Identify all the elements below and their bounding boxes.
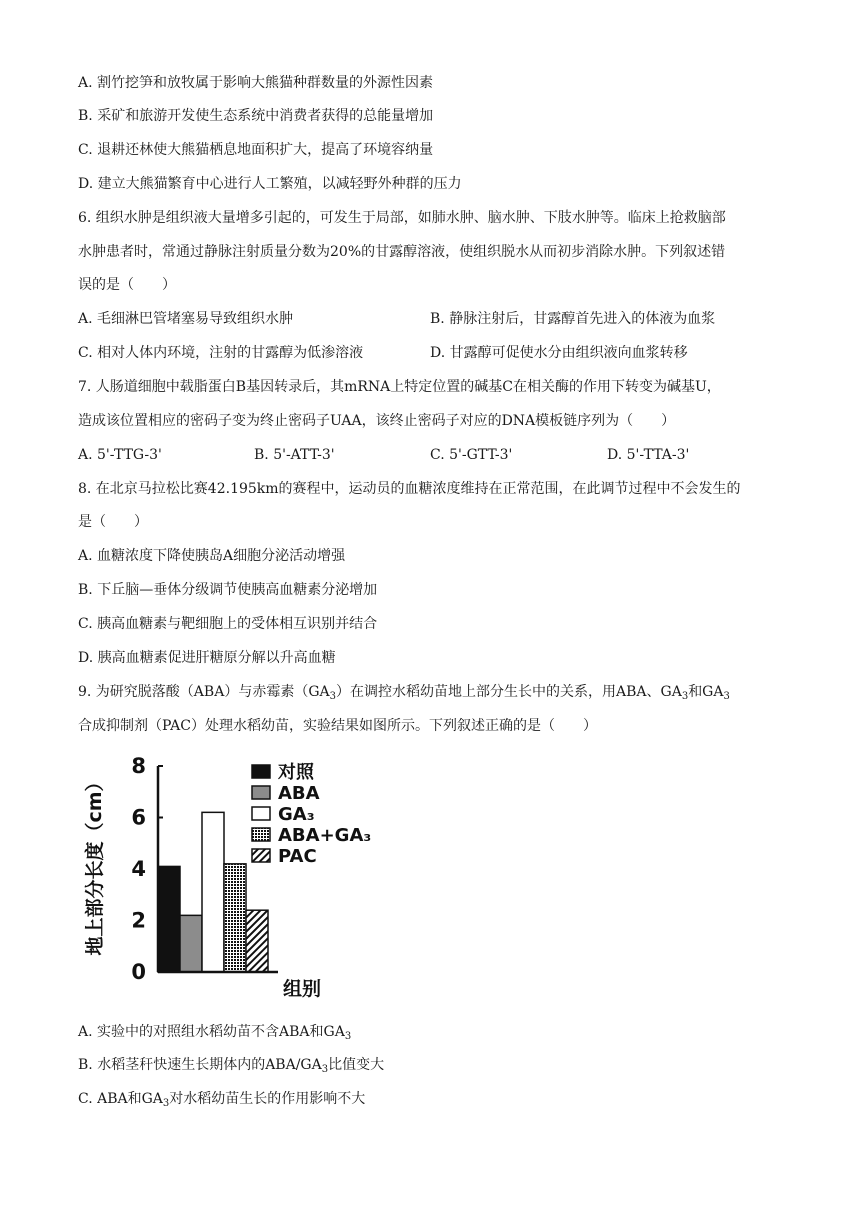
q7-stem-line2: 造成该位置相应的密码子变为终止密码子UAA，该终止密码子对应的DNA模板链序列为（ ）: [78, 413, 676, 429]
q6-option-b: B. 静脉注射后，甘露醇首先进入的体液为血浆: [430, 311, 716, 327]
q9-stem-line2: 合成抑制剂（PAC）处理水稻幼苗，实验结果如图所示。下列叙述正确的是（ ）: [78, 718, 597, 734]
q6-stem-line3: 误的是（ ）: [78, 277, 176, 293]
y-tick-label: 4: [131, 857, 146, 881]
y-tick-label: 2: [131, 908, 146, 933]
q6-stem-line2: 水肿患者时，常通过静脉注射质量分数为20%的甘露醇溶液，使组织脱水从而初步消除水肿。下列叙述错: [78, 244, 726, 260]
x-axis-label: 组别: [282, 978, 322, 1000]
bar-1: [180, 915, 202, 972]
q7-option-b: B. 5'-ATT-3': [254, 447, 335, 463]
q5-option-d: D. 建立大熊猫繁育中心进行人工繁殖，以减轻野外种群的压力: [78, 176, 462, 192]
bar-2: [202, 812, 224, 972]
bar-0: [158, 866, 180, 972]
growth-bar-chart: [78, 752, 398, 1002]
q7-option-a: A. 5'-TTG-3': [78, 447, 162, 463]
legend-swatch: [252, 828, 270, 841]
q6-option-a: A. 毛细淋巴管堵塞易导致组织水肿: [78, 311, 294, 327]
q6-option-c: C. 相对人体内环境，注射的甘露醇为低渗溶液: [78, 345, 364, 361]
q8-option-c: C. 胰高血糖素与靶细胞上的受体相互识别并结合: [78, 616, 378, 632]
q5-option-c: C. 退耕还林使大熊猫栖息地面积扩大，提高了环境容纳量: [78, 142, 434, 158]
q5-option-a: A. 割竹挖笋和放牧属于影响大熊猫种群数量的外源性因素: [78, 75, 434, 91]
q8-option-d: D. 胰高血糖素促进肝糖原分解以升高血糖: [78, 650, 336, 666]
y-tick-label: 6: [131, 805, 146, 830]
q6-option-d: D. 甘露醇可促使水分由组织液向血浆转移: [430, 345, 688, 361]
q9-option-a: A. 实验中的对照组水稻幼苗不含ABA和$GA_3$: [78, 1024, 352, 1042]
q9-stem-line1: 9. 为研究脱落酸（ABA）与赤霉素$(GA_3)$在调控水稻幼苗地上部分生长中的关系，用ABA、$GA_3$和$GA_3$: [78, 684, 730, 702]
legend-label: ABA+GA₃: [278, 825, 372, 846]
q7-option-c: C. 5'-GTT-3': [430, 447, 513, 463]
legend-swatch: [252, 786, 270, 799]
y-tick-label: 8: [131, 754, 146, 778]
q7-option-d: D. 5'-TTA-3': [607, 447, 690, 463]
legend-label: 对照: [278, 762, 314, 783]
legend-swatch: [252, 765, 270, 778]
legend-swatch: [252, 849, 270, 862]
bar-3: [224, 864, 246, 972]
bar-4: [246, 910, 268, 972]
y-axis-label: 地上部分长度（cm）: [84, 772, 106, 956]
legend-label: PAC: [278, 846, 317, 867]
q9-option-c: C. ABA和$GA_3$对水稻幼苗生长的作用影响不大: [78, 1091, 366, 1109]
q8-stem-line2: 是（ ）: [78, 514, 148, 530]
legend-label: ABA: [278, 783, 320, 804]
q8-option-a: A. 血糖浓度下降使胰岛A细胞分泌活动增强: [78, 548, 346, 564]
q6-stem-line1: 6. 组织水肿是组织液大量增多引起的，可发生于局部，如肺水肿、脑水肿、下肢水肿等。临床上抢救脑部: [78, 210, 726, 226]
q7-stem-line1: 7. 人肠道细胞中载脂蛋白B基因转录后，其mRNA上特定位置的碱基C在相关酶的作用下转变为碱基U，: [78, 379, 721, 395]
legend-swatch: [252, 807, 270, 820]
legend-label: GA₃: [278, 804, 315, 825]
y-tick-label: 0: [131, 960, 146, 984]
q9-option-b: B. 水稻茎秆快速生长期体内的ABA/$GA_3$比值变大: [78, 1057, 385, 1075]
q5-option-b: B. 采矿和旅游开发使生态系统中消费者获得的总能量增加: [78, 108, 434, 124]
q8-stem-line1: 8. 在北京马拉松比赛42.195km的赛程中，运动员的血糖浓度维持在正常范围，在此调节过程中不会发生的: [78, 481, 741, 497]
q8-option-b: B. 下丘脑—垂体分级调节使胰高血糖素分泌增加: [78, 582, 378, 598]
